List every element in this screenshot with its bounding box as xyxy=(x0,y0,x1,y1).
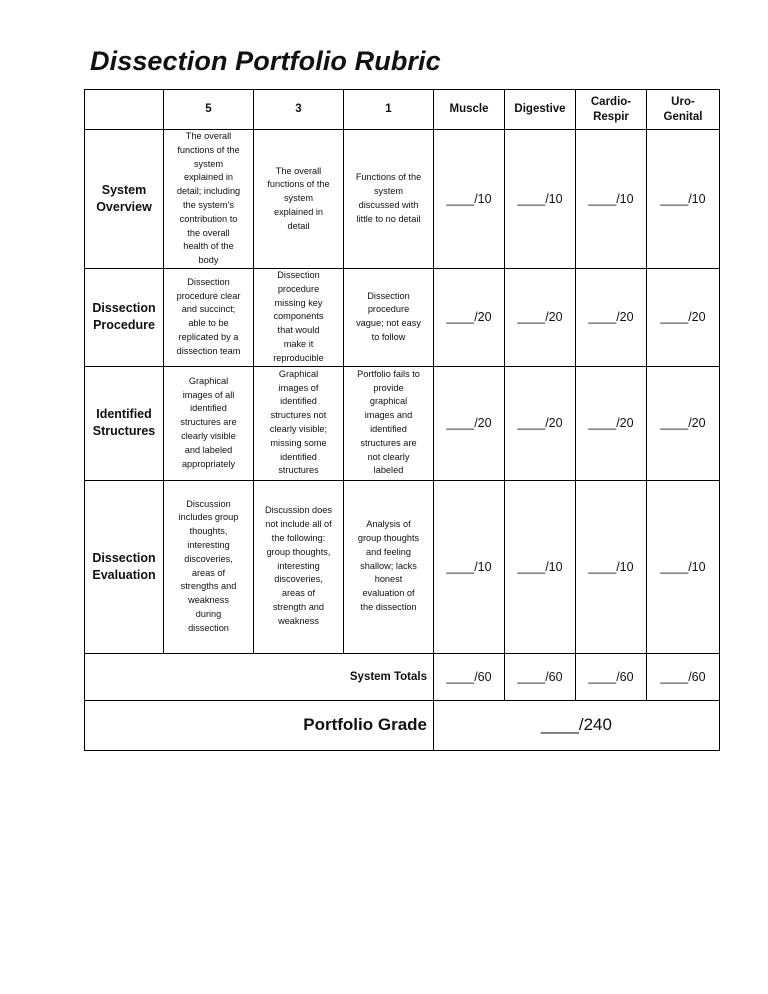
header-system-uro-genital: Uro- Genital xyxy=(647,90,720,130)
criteria-1-cell: Portfolio fails to provide graphical images and identified structures are not clearly labeled xyxy=(344,366,434,480)
rubric-row-dissection-procedure xyxy=(85,269,720,367)
header-system-cardio-respir: Cardio- Respir xyxy=(576,90,647,130)
header-system-muscle: Muscle xyxy=(434,90,505,130)
criteria-1-cell: Functions of the system discussed with little to no detail xyxy=(344,130,434,269)
page-title: Dissection Portfolio Rubric xyxy=(90,46,441,76)
score-muscle: ____/20 xyxy=(434,269,505,367)
header-system-digestive: Digestive xyxy=(505,90,576,130)
score-digestive: ____/10 xyxy=(505,130,576,269)
score-uro-genital: ____/20 xyxy=(647,269,720,367)
row-label: Dissection Evaluation xyxy=(85,480,164,653)
header-score-1: 1 xyxy=(344,90,434,130)
criteria-5-cell: Dissection procedure clear and succinct; able to be replicated by a dissection team xyxy=(164,269,254,367)
header-corner-cell xyxy=(85,90,164,130)
rubric-row-identified-structures xyxy=(85,366,720,480)
score-muscle: ____/10 xyxy=(434,480,505,653)
row-label: Dissection Procedure xyxy=(85,269,164,367)
score-muscle: ____/20 xyxy=(434,366,505,480)
rubric-table xyxy=(84,89,720,751)
criteria-1-cell: Analysis of group thoughts and feeling shallow; lacks honest evaluation of the dissection xyxy=(344,480,434,653)
criteria-3-cell: Discussion does not include all of the following: group thoughts, interesting discoveries, areas of strength and weakness xyxy=(254,480,344,653)
score-uro-genital: ____/10 xyxy=(647,130,720,269)
score-muscle: ____/10 xyxy=(434,130,505,269)
portfolio-grade-label: Portfolio Grade xyxy=(85,700,434,750)
rubric-row-dissection-evaluation xyxy=(85,480,720,653)
criteria-1-cell: Dissection procedure vague; not easy to follow xyxy=(344,269,434,367)
portfolio-grade-row xyxy=(85,700,720,750)
criteria-3-cell: The overall functions of the system explained in detail xyxy=(254,130,344,269)
system-totals-row xyxy=(85,653,720,700)
system-totals-label: System Totals xyxy=(85,653,434,700)
criteria-3-cell: Graphical images of identified structures not clearly visible; missing some identified structures xyxy=(254,366,344,480)
score-cardio-respir: ____/10 xyxy=(576,480,647,653)
total-muscle: ____/60 xyxy=(434,653,505,700)
rubric-row-system-overview xyxy=(85,130,720,269)
criteria-5-cell: The overall functions of the system explained in detail; including the system’s contribution to the overall health of the body xyxy=(164,130,254,269)
total-digestive: ____/60 xyxy=(505,653,576,700)
score-digestive: ____/20 xyxy=(505,269,576,367)
criteria-5-cell: Graphical images of all identified structures are clearly visible and labeled appropriately xyxy=(164,366,254,480)
score-digestive: ____/20 xyxy=(505,366,576,480)
score-cardio-respir: ____/20 xyxy=(576,269,647,367)
header-row xyxy=(85,90,720,130)
portfolio-grade-value: ____/240 xyxy=(434,700,720,750)
score-uro-genital: ____/10 xyxy=(647,480,720,653)
header-score-5: 5 xyxy=(164,90,254,130)
row-label: System Overview xyxy=(85,130,164,269)
total-uro-genital: ____/60 xyxy=(647,653,720,700)
score-cardio-respir: ____/20 xyxy=(576,366,647,480)
header-score-3: 3 xyxy=(254,90,344,130)
score-uro-genital: ____/20 xyxy=(647,366,720,480)
score-digestive: ____/10 xyxy=(505,480,576,653)
total-cardio-respir: ____/60 xyxy=(576,653,647,700)
criteria-5-cell: Discussion includes group thoughts, interesting discoveries, areas of strengths and weakness during dissection xyxy=(164,480,254,653)
row-label: Identified Structures xyxy=(85,366,164,480)
criteria-3-cell: Dissection procedure missing key components that would make it reproducible xyxy=(254,269,344,367)
score-cardio-respir: ____/10 xyxy=(576,130,647,269)
